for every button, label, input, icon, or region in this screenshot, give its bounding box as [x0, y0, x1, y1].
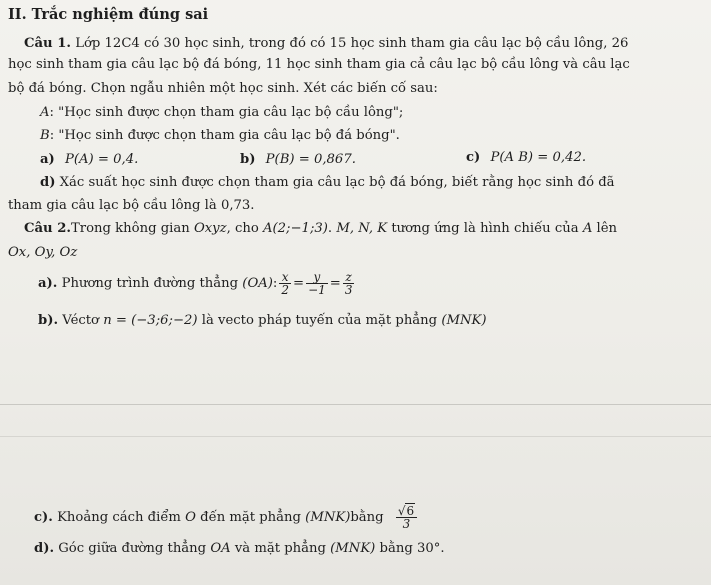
plane-mnk-d: (MNK): [330, 541, 376, 556]
q2-option-a: a). Phương trình đường thẳng (OA): $\frac{x}{2}$ = $\frac{y}{-1}$ = $\frac{z}{3}$: [38, 270, 353, 297]
q1-option-d-line-1: [40, 174, 615, 192]
plane-mnk-b: (MNK): [441, 313, 487, 328]
q2-intro-text-g: tương ứng là hình chiếu của: [387, 221, 583, 236]
frac-sqrt6-3: [396, 505, 417, 530]
frac-x-num: x: [279, 271, 291, 284]
event-b-symbol: B: [40, 128, 50, 143]
event-a-symbol: A: [40, 105, 50, 120]
option-d-label: d): [40, 175, 56, 190]
page-fold-line-2: [0, 436, 711, 437]
q1-option-a: [40, 151, 138, 169]
q2-option-b-text-2: là vecto pháp tuyến của mặt phẳng: [201, 313, 442, 328]
event-b-text: : "Học sinh được chọn tham gia câu lạc bộ đá bóng".: [49, 128, 400, 143]
frac-sqrt-den: 3: [402, 517, 411, 531]
option-a-label: a): [40, 152, 55, 167]
frac-x-den: 2: [281, 283, 290, 297]
q2-intro-line-2: Ox, Oy, Oz: [8, 245, 78, 260]
sqrt-radicand: 6: [406, 504, 415, 518]
q2-option-a-label: a).: [38, 276, 58, 291]
q2-option-c-text-3: bằng: [350, 510, 384, 525]
q2-intro-text-c: , cho: [226, 221, 263, 236]
q1-intro-line-3: bộ đá bóng. Chọn ngẫu nhiên một học sinh. Xét các biến cố sau:: [8, 81, 438, 96]
q1-option-c: [466, 149, 586, 167]
q2-option-d-text-3: bằng: [375, 541, 417, 556]
q2-option-c-label: c).: [34, 510, 53, 525]
q2-option-a-text: Phương trình đường thẳng: [57, 276, 243, 291]
q2-option-d: [34, 540, 445, 558]
q2-option-d-text: Góc giữa đường thẳng: [54, 541, 211, 556]
q2-option-b: [38, 312, 487, 330]
plane-mnk-c: (MNK): [305, 510, 351, 525]
q1-intro-text-1: Lớp 12C4 có 30 học sinh, trong đó có 15 học sinh tham gia câu lạc bộ cầu lông, 26: [75, 36, 629, 51]
q2-option-c: [34, 503, 419, 533]
option-b-label: b): [240, 152, 256, 167]
q1-event-b: [40, 127, 400, 145]
event-a-text: : "Học sinh được chọn tham gia câu lạc bộ cầu lông";: [49, 105, 404, 120]
q1-intro-line-1: [24, 35, 628, 53]
option-c-label: c): [466, 150, 481, 165]
frac-z-den: 3: [344, 283, 353, 297]
option-b-expr: P(B) = 0,867.: [265, 152, 356, 167]
q2-intro-line-1: [24, 220, 617, 238]
q2-option-c-text: Khoảng cách điểm: [52, 510, 186, 525]
line-oa-d: OA: [210, 541, 231, 556]
normal-vector: n = (−3;6;−2): [103, 313, 198, 328]
q2-intro-text-e: .: [327, 221, 337, 236]
q2-option-d-end: .: [440, 541, 445, 556]
option-c-expr: P(A B) = 0,42.: [490, 150, 587, 165]
point-a: A(2;−1;3): [263, 221, 328, 236]
frac-x-2: [279, 271, 291, 296]
point-o: O: [185, 510, 196, 525]
frac-z-num: z: [343, 271, 355, 284]
frac-z-3: [343, 271, 355, 296]
q1-option-b: [240, 151, 356, 169]
points-mnk: M, N, K: [336, 221, 388, 236]
q2-option-b-label: b).: [38, 313, 59, 328]
q2-label: Câu 2.: [24, 221, 71, 236]
q2-intro-text-a: Trong không gian: [71, 221, 194, 236]
q1-intro-line-2: học sinh tham gia câu lạc bộ đá bóng, 11 học sinh tham gia cả câu lạc bộ cầu lông và câu lạc: [8, 57, 630, 72]
page-fold-line: [0, 404, 711, 405]
q1-option-d-line-2: tham gia câu lạc bộ cầu lông là 0,73.: [8, 198, 255, 213]
q2-option-d-label: d).: [34, 541, 55, 556]
frac-sqrt-num: √6: [396, 505, 417, 518]
q2-a-colon: :: [272, 276, 278, 291]
q2-intro-text-i: lên: [592, 221, 618, 236]
frac-y-m1: [306, 271, 328, 296]
line-oa: (OA): [242, 276, 273, 291]
q2-option-b-text-1: Véctơ: [58, 313, 104, 328]
q2-intro-a: A: [582, 221, 593, 236]
section-title: II. Trắc nghiệm đúng sai: [8, 6, 209, 23]
q1-event-a: [40, 104, 403, 122]
q2-option-c-text-2: đến mặt phẳng: [195, 510, 306, 525]
frac-y-num: y: [306, 271, 328, 284]
frac-y-den: −1: [308, 283, 326, 297]
option-d-text-1: Xác suất học sinh được chọn tham gia câu lạc bộ đá bóng, biết rằng học sinh đó đã: [59, 175, 615, 190]
q2-option-d-text-2: và mặt phẳng: [230, 541, 331, 556]
angle-value: 30°: [416, 541, 441, 556]
space-oxyz: Oxyz: [193, 221, 227, 236]
q1-label: Câu 1.: [24, 36, 71, 51]
option-a-expr: P(A) = 0,4.: [65, 152, 139, 167]
